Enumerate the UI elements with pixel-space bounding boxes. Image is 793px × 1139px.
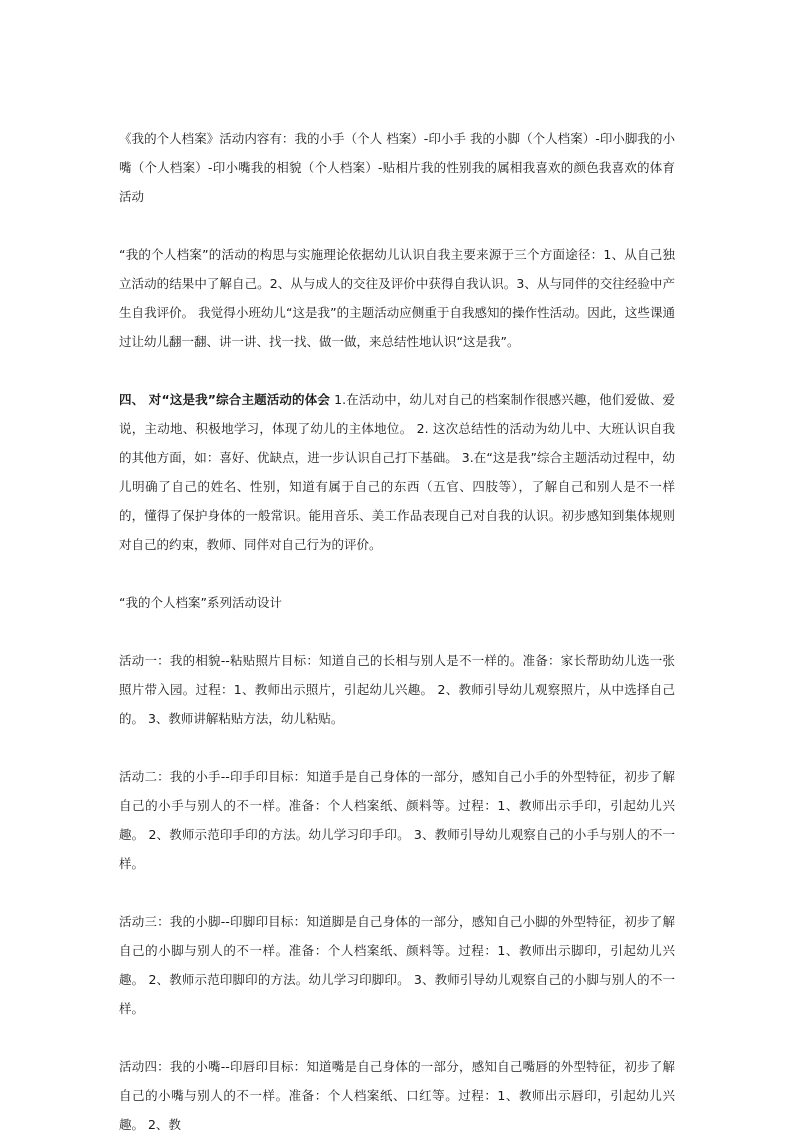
paragraph-activity-one: 活动一：我的相貌--粘贴照片目标：知道自己的长相与别人是不一样的。准备：家长帮助幼儿选一张照片带入园。过程：1、教师出示照片，引起幼儿兴趣。 2、教师引导幼儿观察照片，从中选择自己的。 3、教师讲解粘贴方法，幼儿粘贴。 (119, 653, 675, 726)
paragraph-activity-four: 活动四：我的小嘴--印唇印目标：知道嘴是自己身体的一部分，感知自己嘴唇的外型特征，初步了解自己的小嘴与别人的不一样。准备：个人档案纸、口红等。过程：1、教师出示唇印，引起幼儿兴趣。 2、教 (119, 1059, 675, 1132)
document-page (119, 124, 675, 1139)
paragraph-activity-three: 活动三：我的小脚--印脚印目标：知道脚是自己身体的一部分，感知自己小脚的外型特征，初步了解自己的小脚与别人的不一样。准备：个人档案纸、颜料等。过程：1、教师出示脚印，引起幼儿兴趣。 2、教师示范印脚印的方法。幼儿学习印脚印。 3、教师引导幼儿观察自己的小脚与别人的不一样。 (119, 914, 675, 1016)
paragraph-activity-two: 活动二：我的小手--印手印目标：知道手是自己身体的一部分，感知自己小手的外型特征，初步了解自己的小手与别人的不一样。准备：个人档案纸、颜料等。过程：1、教师出示手印，引起幼儿兴趣。 2、教师示范印手印的方法。幼儿学习印手印。 3、教师引导幼儿观察自己的小手与别人的不一样。 (119, 769, 675, 871)
paragraph-theory-basis: “我的个人档案”的活动的构思与实施理论依据幼儿认识自我主要来源于三个方面途径：1、从自己独立活动的结果中了解自己。2、从与成人的交往及评价中获得自我认识。3、从与同伴的交往经验中产生自我评价。 我觉得小班幼儿“这是我”的主题活动应侧重于自我感知的操作性活动。因此，这些课通过让幼儿翻一翻、讲一讲、找一找、做一做，来总结性地认识“这是我”。 (119, 247, 675, 349)
paragraph-series-title: “我的个人档案”系列活动设计 (119, 595, 282, 610)
section-heading-reflection: 四、 对“这是我”综合主题活动的体会 (119, 392, 331, 407)
paragraph-reflection (119, 385, 675, 559)
reflection-body: 1.在活动中，幼儿对自己的档案制作很感兴趣，他们爱做、爱说，主动地、积极地学习，体现了幼儿的主体地位。 2. 这次总结性的活动为幼儿中、大班认识自我的其他方面，如：喜好、优缺点，进一步认识自己打下基础。 3.在“这是我”综合主题活动过程中，幼儿明确了自己的姓名、性别，知道有属于自己的东西（五官、四肢等），了解自己和别人是不一样的，懂得了保护身体的一般常识。能用音乐、美工作品表现自己对自我的认识。初步感知到集体规则对自己的约束，教师、同伴对自己行为的评价。 (119, 392, 675, 552)
paragraph-profile-contents: 《我的个人档案》活动内容有：我的小手（个人 档案）-印小手 我的小脚（个人档案）-印小脚我的小嘴（个人档案）-印小嘴我的相貌（个人档案）-贴相片我的性别我的属相我喜欢的颜色我喜欢的体育活动 (119, 131, 675, 204)
